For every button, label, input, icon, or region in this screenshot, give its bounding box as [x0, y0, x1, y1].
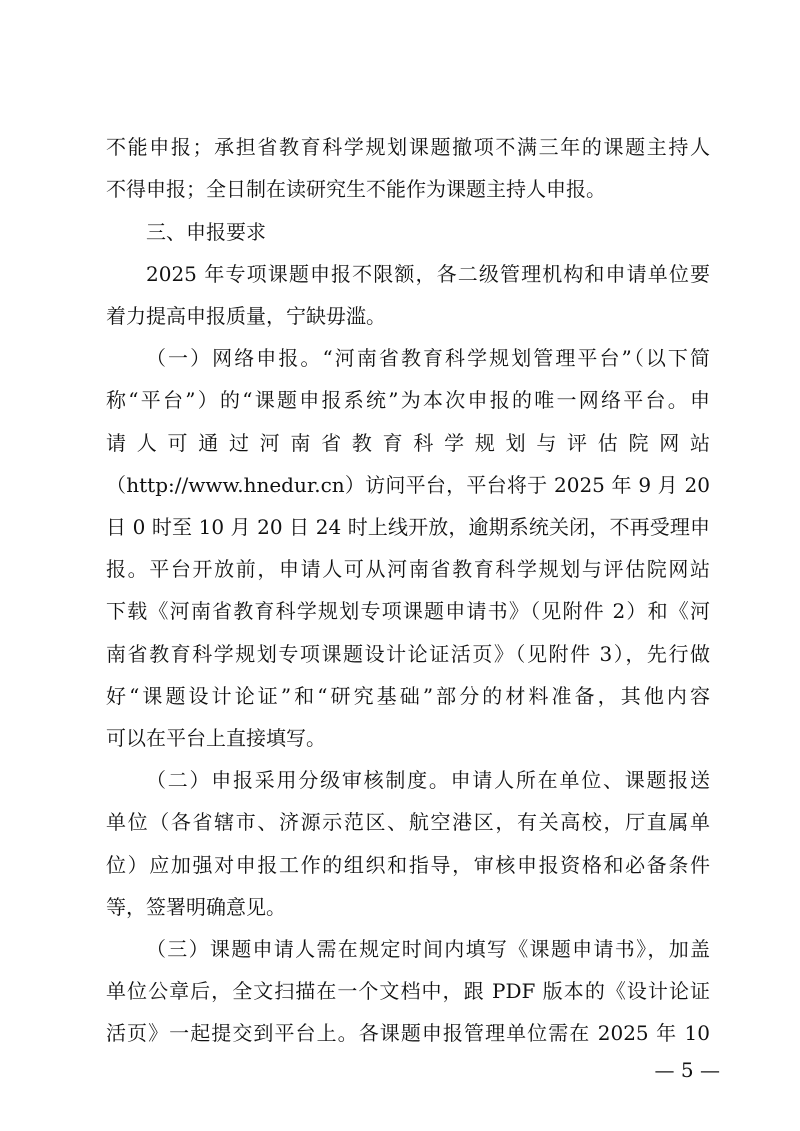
body-line: 2025 年专项课题申报不限额，各二级管理机构和申请单位要: [146, 262, 710, 286]
body-line: 活页》一起提交到平台上。各课题申报管理单位需在 2025 年 10: [106, 1021, 710, 1045]
body-line: 着力提高申报质量，宁缺毋滥。: [106, 304, 386, 328]
body-line: 报。平台开放前，申请人可从河南省教育科学规划与评估院网站: [106, 557, 710, 581]
body-line: 可以在平台上直接填写。: [106, 726, 326, 750]
body-line: 单位（各省辖市、济源示范区、航空港区，有关高校，厅直属单: [106, 810, 710, 834]
body-line: （二）申报采用分级审核制度。申请人所在单位、课题报送: [146, 768, 710, 792]
body-line: 单位公章后，全文扫描在一个文档中，跟 PDF 版本的《设计论证: [106, 979, 710, 1003]
body-line: 日 0 时至 10 月 20 日 24 时上线开放，逾期系统关闭，不再受理申: [106, 515, 710, 539]
body-line: 请人可通过河南省教育科学规划与评估院网站: [106, 431, 710, 455]
body-line: 不得申报；全日制在读研究生不能作为课题主持人申报。: [106, 177, 606, 201]
body-line: 不能申报；承担省教育科学规划课题撤项不满三年的课题主持人: [106, 135, 710, 159]
body-line: （一）网络申报。“河南省教育科学规划管理平台”（以下简: [146, 346, 710, 370]
page-number: — 5 —: [654, 1058, 720, 1082]
body-line: 位）应加强对申报工作的组织和指导，审核申报资格和必备条件: [106, 853, 710, 877]
body-line: （三）课题申请人需在规定时间内填写《课题申请书》，加盖: [146, 937, 710, 961]
body-line: 下载《河南省教育科学规划专项课题申请书》（见附件 2）和《河: [106, 599, 710, 623]
body-line: 等，签署明确意见。: [106, 895, 286, 919]
body-line: 称“平台”）的“课题申报系统”为本次申报的唯一网络平台。申: [106, 388, 710, 412]
body-line: （http://www.hnedur.cn）访问平台，平台将于 2025 年 9 月 20: [106, 473, 710, 497]
body-line: 南省教育科学规划专项课题设计论证活页》（见附件 3），先行做: [106, 642, 710, 666]
body-line: 好“课题设计论证”和“研究基础”部分的材料准备，其他内容: [106, 684, 710, 708]
section-heading: 三、申报要求: [146, 220, 266, 244]
